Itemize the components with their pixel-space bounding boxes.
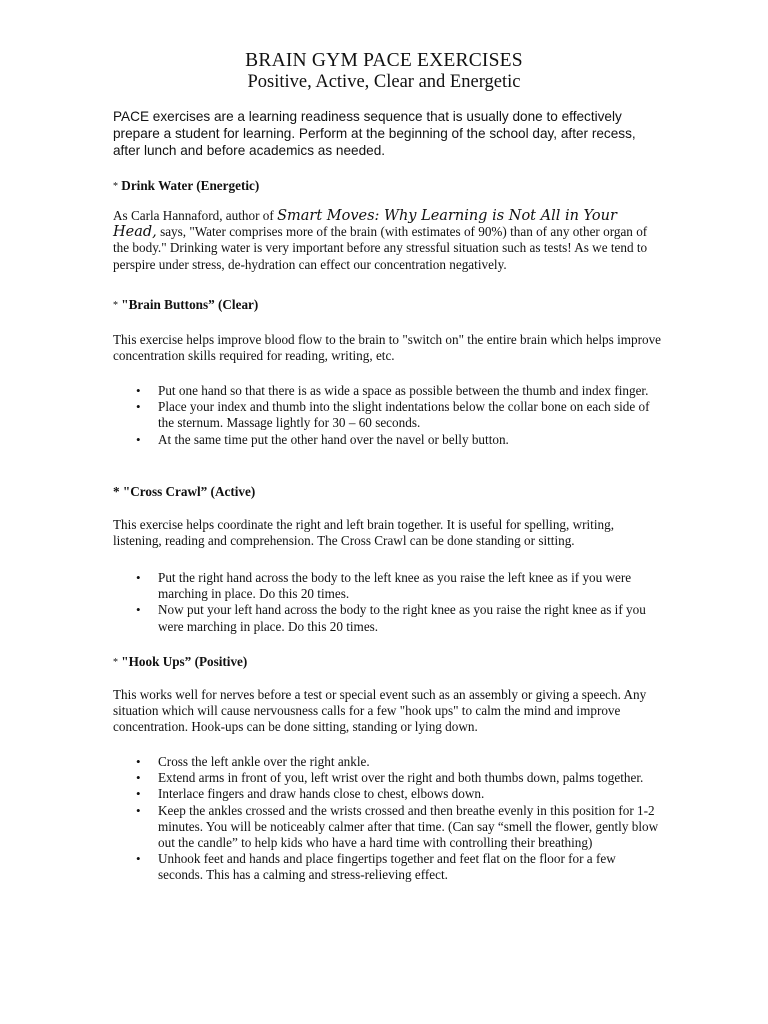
bullet-icon: •	[136, 431, 141, 447]
cross-crawl-list	[113, 570, 661, 635]
page-title: BRAIN GYM PACE EXERCISES	[245, 50, 523, 71]
heading-text: "Brain Buttons” (Clear)	[121, 297, 259, 312]
asterisk-marker: *	[113, 657, 118, 668]
heading-text: "Hook Ups” (Positive)	[121, 654, 248, 669]
book-title: Smart Moves: Why Learning is Not All in Your Head,	[113, 208, 617, 241]
intro-paragraph: PACE exercises are a learning readiness sequence that is usually done to effectively prepare a student for learning. Perform at the beginning of the school day, after recess, after lunch and before academics as needed.	[113, 109, 636, 158]
list-item-text: Extend arms in front of you, left wrist over the right and both thumbs down, palms together.	[158, 770, 644, 786]
list-item-text: Interlace fingers and draw hands close to chest, elbows down.	[158, 786, 485, 802]
list-item	[113, 399, 661, 431]
list-item	[113, 383, 661, 399]
list-item	[113, 570, 661, 602]
list-item	[113, 602, 661, 634]
list-item	[113, 770, 661, 786]
brain-buttons-paragraph: This exercise helps improve blood flow to the brain to "switch on" the entire brain which helps improve concentration skills required for reading, writing, etc.	[113, 332, 662, 364]
bullet-icon: •	[136, 754, 141, 769]
cross-crawl-paragraph: This exercise helps coordinate the right and left brain together. It is useful for spelling, writing, listening, reading and comprehension. The Cross Crawl can be done standing or sitting.	[113, 517, 614, 549]
section-heading-brain-buttons	[113, 297, 258, 313]
page-subtitle: Positive, Active, Clear and Energetic	[247, 72, 521, 92]
list-item-text: Cross the left ankle over the right ankle.	[158, 754, 370, 769]
list-item	[113, 786, 661, 802]
list-item-text: Put one hand so that there is as wide a space as possible between the thumb and index finger.	[158, 383, 649, 398]
bullet-icon: •	[136, 570, 141, 585]
list-item-text: Unhook feet and hands and place fingertips together and feet flat on the floor for a few seconds. This has a calming and stress-relieving effect.	[158, 851, 616, 883]
paragraph-text: As Carla Hannaford, author of	[113, 208, 278, 223]
list-item-text: Keep the ankles crossed and the wrists crossed and then breathe evenly in this position for 1-2 minutes. You will be noticeably calmer after that time. (Can say “smell the flower, gently blow out the candle” to help kids who have a hard time with controlling their breathing)	[158, 802, 659, 851]
bullet-icon: •	[136, 786, 141, 802]
asterisk-marker: *	[113, 181, 118, 192]
heading-text: Drink Water (Energetic)	[121, 178, 260, 193]
bullet-icon: •	[136, 851, 141, 867]
hook-ups-paragraph: This works well for nerves before a test or special event such as an assembly or giving a speech. Any situation which will cause nervousness calls for a few "hook ups" to calm the mind and improve concentration. Hook-ups can be done sitting, standing or lying down.	[113, 687, 647, 735]
list-item-text: Put the right hand across the body to the left knee as you raise the left knee as if you were marching in place. Do this 20 times.	[158, 570, 632, 602]
paragraph-text: says, "Water comprises more of the brain (with estimates of 90%) than of any other organ of the body." Drinking water is very important before any stressful situation such as tests! As we tend to perspire under stress, de-hydration can effect our concentration negatively.	[113, 224, 648, 272]
bullet-icon: •	[136, 802, 141, 818]
list-item-text: Now put your left hand across the body to the right knee as you raise the right knee as if you were marching in place. Do this 20 times.	[158, 602, 646, 634]
list-item-text: At the same time put the other hand over the navel or belly button.	[158, 431, 509, 447]
bullet-icon: •	[136, 770, 141, 786]
list-item-text: Place your index and thumb into the slight indentations below the collar bone on each side of the sternum. Massage lightly for 30 – 60 seconds.	[158, 399, 650, 431]
drink-water-paragraph	[113, 208, 663, 273]
section-heading-drink-water	[113, 178, 259, 194]
hook-ups-list	[113, 754, 661, 884]
bullet-icon: •	[136, 602, 141, 618]
list-item	[113, 851, 661, 883]
bullet-icon: •	[136, 399, 141, 415]
list-item	[113, 754, 661, 770]
section-heading-cross-crawl: * "Cross Crawl” (Active)	[113, 484, 256, 499]
list-item	[113, 803, 661, 852]
brain-buttons-list	[113, 383, 661, 448]
bullet-icon: •	[136, 383, 141, 398]
asterisk-marker: *	[113, 300, 118, 311]
list-item	[113, 432, 661, 448]
section-heading-hook-ups	[113, 654, 247, 670]
